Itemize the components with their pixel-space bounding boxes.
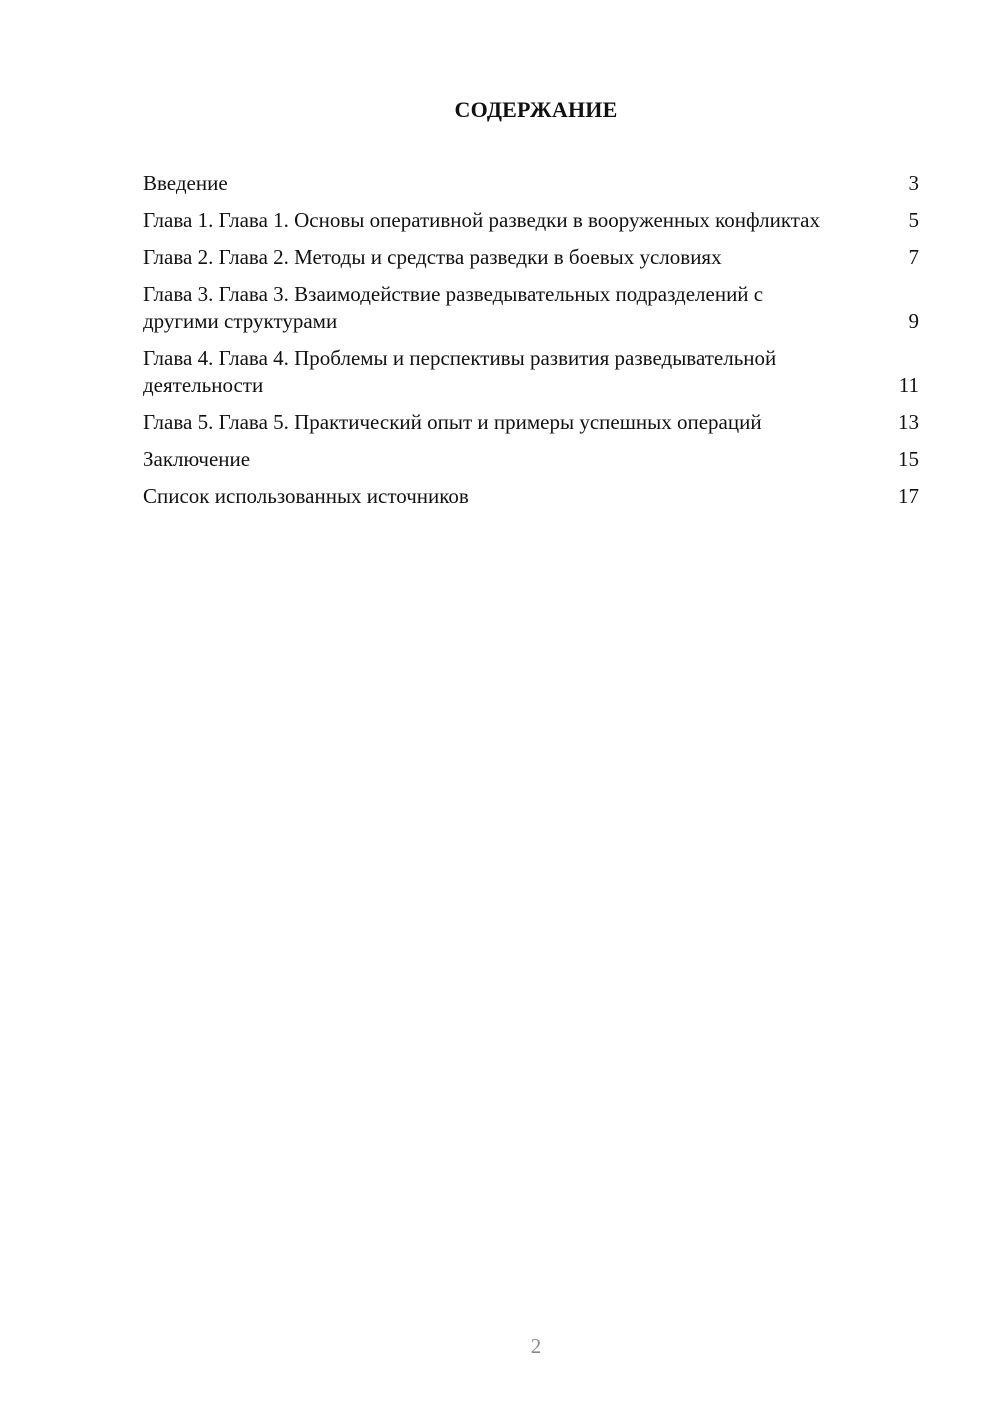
table-of-contents xyxy=(143,170,919,520)
toc-entry-title: Заключение xyxy=(143,447,251,471)
toc-entry-title: Введение xyxy=(143,171,228,195)
toc-entry-title: Глава 5. Глава 5. Практический опыт и примеры успешных операций xyxy=(143,410,762,434)
toc-entry-page: 3 xyxy=(908,171,919,195)
toc-entry-chapter-1 xyxy=(143,207,919,234)
toc-entry-chapter-5 xyxy=(143,409,919,436)
toc-entry-page: 9 xyxy=(908,309,919,333)
toc-entry-bibliography xyxy=(143,483,919,510)
toc-entry-page: 13 xyxy=(898,410,919,434)
toc-entry-title: Глава 1. Глава 1. Основы оперативной разведки в вооруженных конфликтах xyxy=(143,208,820,232)
toc-heading: СОДЕРЖАНИЕ xyxy=(454,97,618,122)
toc-entry-page: 11 xyxy=(898,373,919,397)
toc-entry-page: 7 xyxy=(908,245,919,269)
toc-entry-page: 15 xyxy=(898,447,919,471)
toc-entry-conclusion xyxy=(143,446,919,473)
toc-entry-introduction xyxy=(143,170,919,197)
toc-entry-title: Глава 3. Глава 3. Взаимодействие разведывательных подразделений с другими структурами xyxy=(143,282,764,333)
page-number: 2 xyxy=(530,1334,542,1358)
toc-entry-page: 5 xyxy=(908,208,919,232)
toc-entry-page: 17 xyxy=(898,484,919,508)
toc-entry-title: Глава 4. Глава 4. Проблемы и перспективы развития разведывательной деятельности xyxy=(143,346,777,397)
toc-entry-chapter-3 xyxy=(143,281,919,335)
toc-entry-chapter-2 xyxy=(143,244,919,271)
toc-entry-chapter-4 xyxy=(143,345,919,399)
toc-entry-title: Глава 2. Глава 2. Методы и средства разведки в боевых условиях xyxy=(143,245,722,269)
toc-entry-title: Список использованных источников xyxy=(143,484,469,508)
